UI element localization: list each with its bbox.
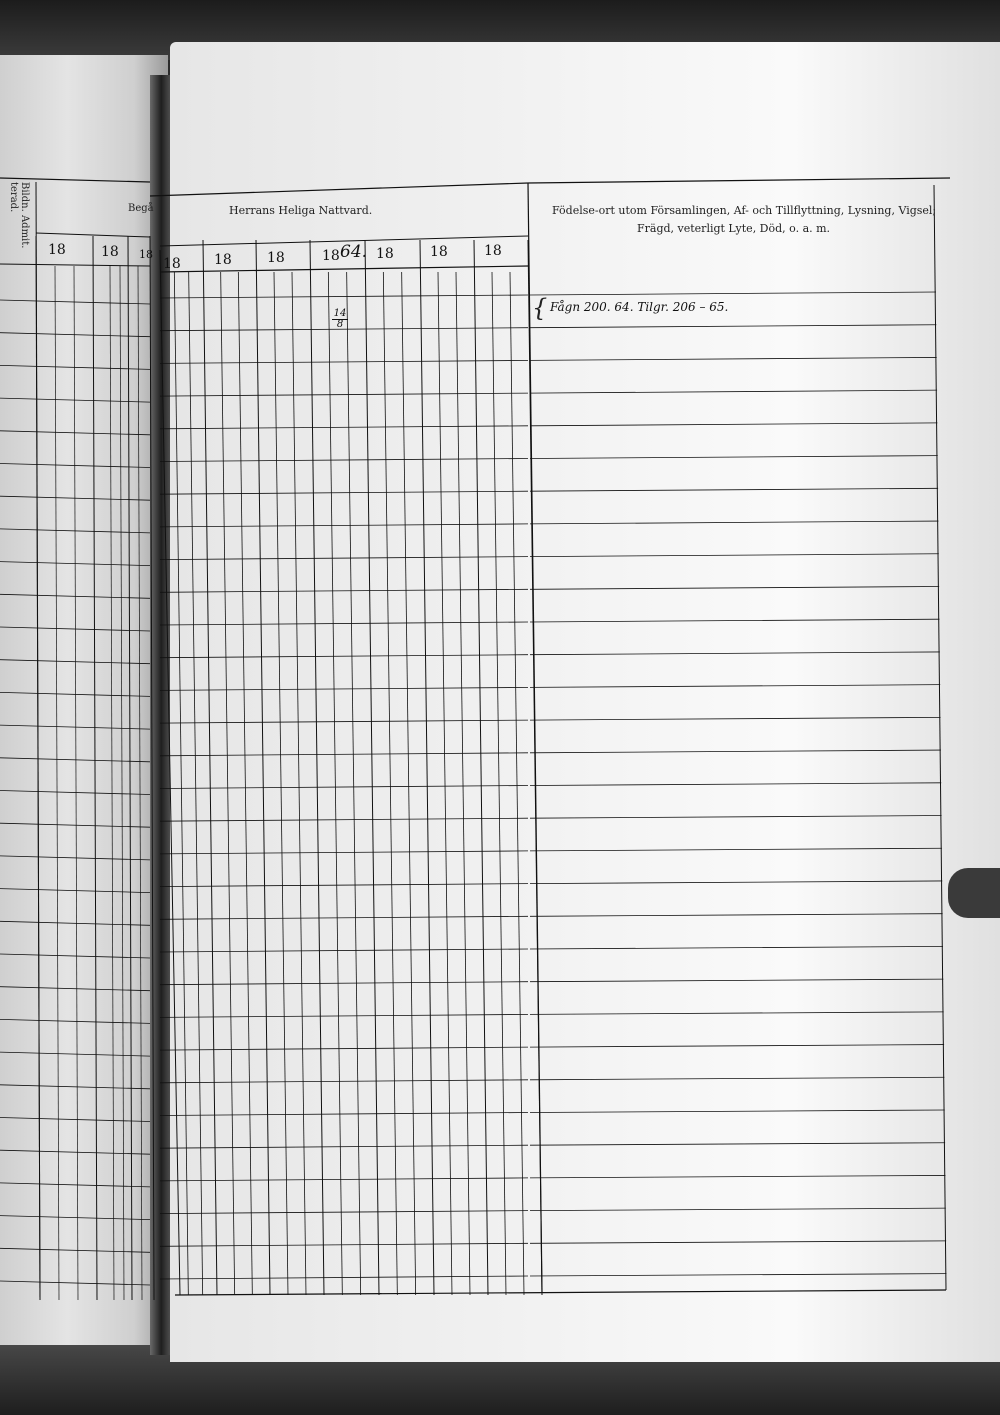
notes-row-rule [530,1110,945,1113]
notes-row-rule [530,1143,945,1145]
column-rule [160,250,180,1295]
left-row-rule [0,856,150,860]
row-rule [160,655,528,658]
communion-year-3: 18 [267,250,285,266]
left-row-rule [0,954,150,958]
notes-row-rule [530,619,940,622]
notes-row-rule [530,1175,945,1177]
notes-row-rule [530,1274,947,1276]
row-rule [160,884,528,887]
notes-right-border [934,185,946,1290]
left-row-rule [0,1118,150,1122]
communion-section-title: Herrans Heliga Nattvard. [229,204,373,217]
header-rule [150,183,528,196]
communion-year-4: 18 [322,248,340,264]
subcolumn-rule [221,272,235,1295]
subcolumn-rule [402,272,416,1295]
notes-row-rule [530,456,938,459]
left-row-rule [0,398,150,402]
column-rule [420,240,434,1295]
column-rule [474,240,488,1295]
left-vertical-label: Bildn. Admit. terad. [8,182,30,249]
row-rule [160,687,528,690]
fraction-top: 14 [333,308,347,319]
left-row-rule [0,627,150,631]
row-rule [160,818,528,821]
row-rule [160,753,528,756]
row-rule [160,1211,528,1214]
left-row-rule [0,660,150,664]
row-rule [160,949,528,952]
column-rule [256,240,270,1295]
notes-row-rule [530,881,942,884]
notes-row-rule [530,652,940,655]
left-subcolumn-rule [138,266,142,1300]
notes-row-rule [530,979,943,982]
subcolumn-rule [456,272,470,1295]
row-rule [160,851,528,854]
left-row-rule [0,1248,150,1252]
left-row-rule [0,889,150,893]
row-rule [160,557,528,560]
notes-row-rule [530,423,937,426]
subcolumn-rule [492,272,506,1295]
row-rule [160,720,528,723]
row-rule [160,1113,528,1116]
notes-row-rule [530,586,939,589]
left-row-rule [0,791,150,795]
row-rule [160,524,528,527]
left-column-rule [150,236,154,1300]
left-column-rule [36,236,40,1300]
notes-row-rule [530,848,942,851]
row-rule [160,622,528,625]
left-column-rule [128,236,132,1300]
left-row-rule [0,1085,150,1089]
handwritten-year-suffix: 64. [340,242,368,262]
subcolumn-rule [174,272,188,1295]
column-rule [528,240,542,1295]
handwritten-fraction [332,309,348,330]
column-rule [310,240,324,1295]
row-rule [160,426,528,429]
left-row-rule [0,725,150,729]
subcolumn-rule [189,272,203,1295]
subcolumn-rule [438,272,452,1295]
notes-row-rule [530,816,942,819]
left-partial-header: Begå [128,203,154,214]
left-row-rule [0,1216,150,1220]
left-row-rule [0,1019,150,1023]
communion-year-6: 18 [430,244,448,260]
subcolumn-rule [383,272,397,1295]
notes-header-line-2: Frägd, veterligt Lyte, Död, o. a. m. [637,222,831,235]
communion-year-2: 18 [214,252,232,268]
left-row-rule [0,823,150,827]
left-row-rule [0,300,150,304]
notes-row-rule [530,521,938,524]
notes-row-rule [530,914,943,917]
header-rule [0,264,150,266]
left-year-label-2: 18 [101,244,119,260]
row-rule [160,1276,528,1279]
row-rule [160,360,528,363]
notes-row-rule [530,1241,946,1243]
subcolumn-rule [274,272,288,1295]
row-rule [160,1014,528,1017]
left-year-label-1: 18 [48,242,66,258]
row-rule [160,295,528,298]
communion-year-7: 18 [484,243,502,259]
subcolumn-rule [328,272,342,1295]
bottom-rule [175,1290,946,1295]
notes-row-rule [530,554,939,557]
communion-year-5: 18 [376,246,394,262]
header-rule [528,178,950,183]
notes-row-rule [530,783,941,786]
left-row-rule [0,758,150,762]
left-row-rule [0,921,150,925]
notes-row-rule [530,325,936,328]
subcolumn-rule [238,272,252,1295]
notes-row-rule [530,1077,944,1080]
left-row-rule [0,333,150,337]
left-row-rule [0,1281,150,1285]
row-rule [160,459,528,462]
notes-row-rule [530,357,937,360]
left-column-rule [93,236,97,1300]
row-rule [160,491,528,494]
fraction-bottom: 8 [332,319,348,330]
left-row-rule [0,692,150,696]
left-row-rule [0,365,150,369]
notes-row-rule [530,1208,946,1210]
row-rule [160,1080,528,1083]
notes-row-rule [530,390,937,393]
notes-header-line-1: Födelse-ort utom Församlingen, Af- och Tillflyttning, Lysning, Vigsel; [552,204,937,217]
subcolumn-rule [292,272,306,1295]
left-subcolumn-rule [55,266,59,1300]
notes-row-rule [530,685,940,688]
left-row-rule [0,1150,150,1154]
row-rule [160,589,528,592]
column-rule [203,240,217,1295]
notes-row-rule [530,750,941,753]
notes-row-rule [530,488,938,491]
notes-row-rule [530,292,936,295]
left-row-rule [0,987,150,991]
row-rule [160,916,528,919]
subcolumn-rule [347,272,361,1295]
left-year-label-3: 18 [139,248,153,261]
row-rule [160,982,528,985]
left-row-rule [0,1052,150,1056]
handwritten-brace: { [532,294,548,322]
left-row-rule [0,1183,150,1187]
row-rule [160,786,528,789]
handwritten-note: Fågn 200. 64. Tilgr. 206 – 65. [550,300,729,314]
notes-row-rule [530,1012,944,1015]
notes-row-rule [530,946,943,949]
left-subcolumn-rule [74,266,78,1300]
notes-row-rule [530,717,941,720]
notes-row-rule [530,1045,944,1048]
column-rule [365,240,379,1295]
row-rule [160,1047,528,1050]
left-subcolumn-rule [110,266,114,1300]
row-rule [160,393,528,396]
communion-year-1: 18 [163,256,181,272]
left-subcolumn-rule [120,266,124,1300]
row-rule [160,1243,528,1246]
